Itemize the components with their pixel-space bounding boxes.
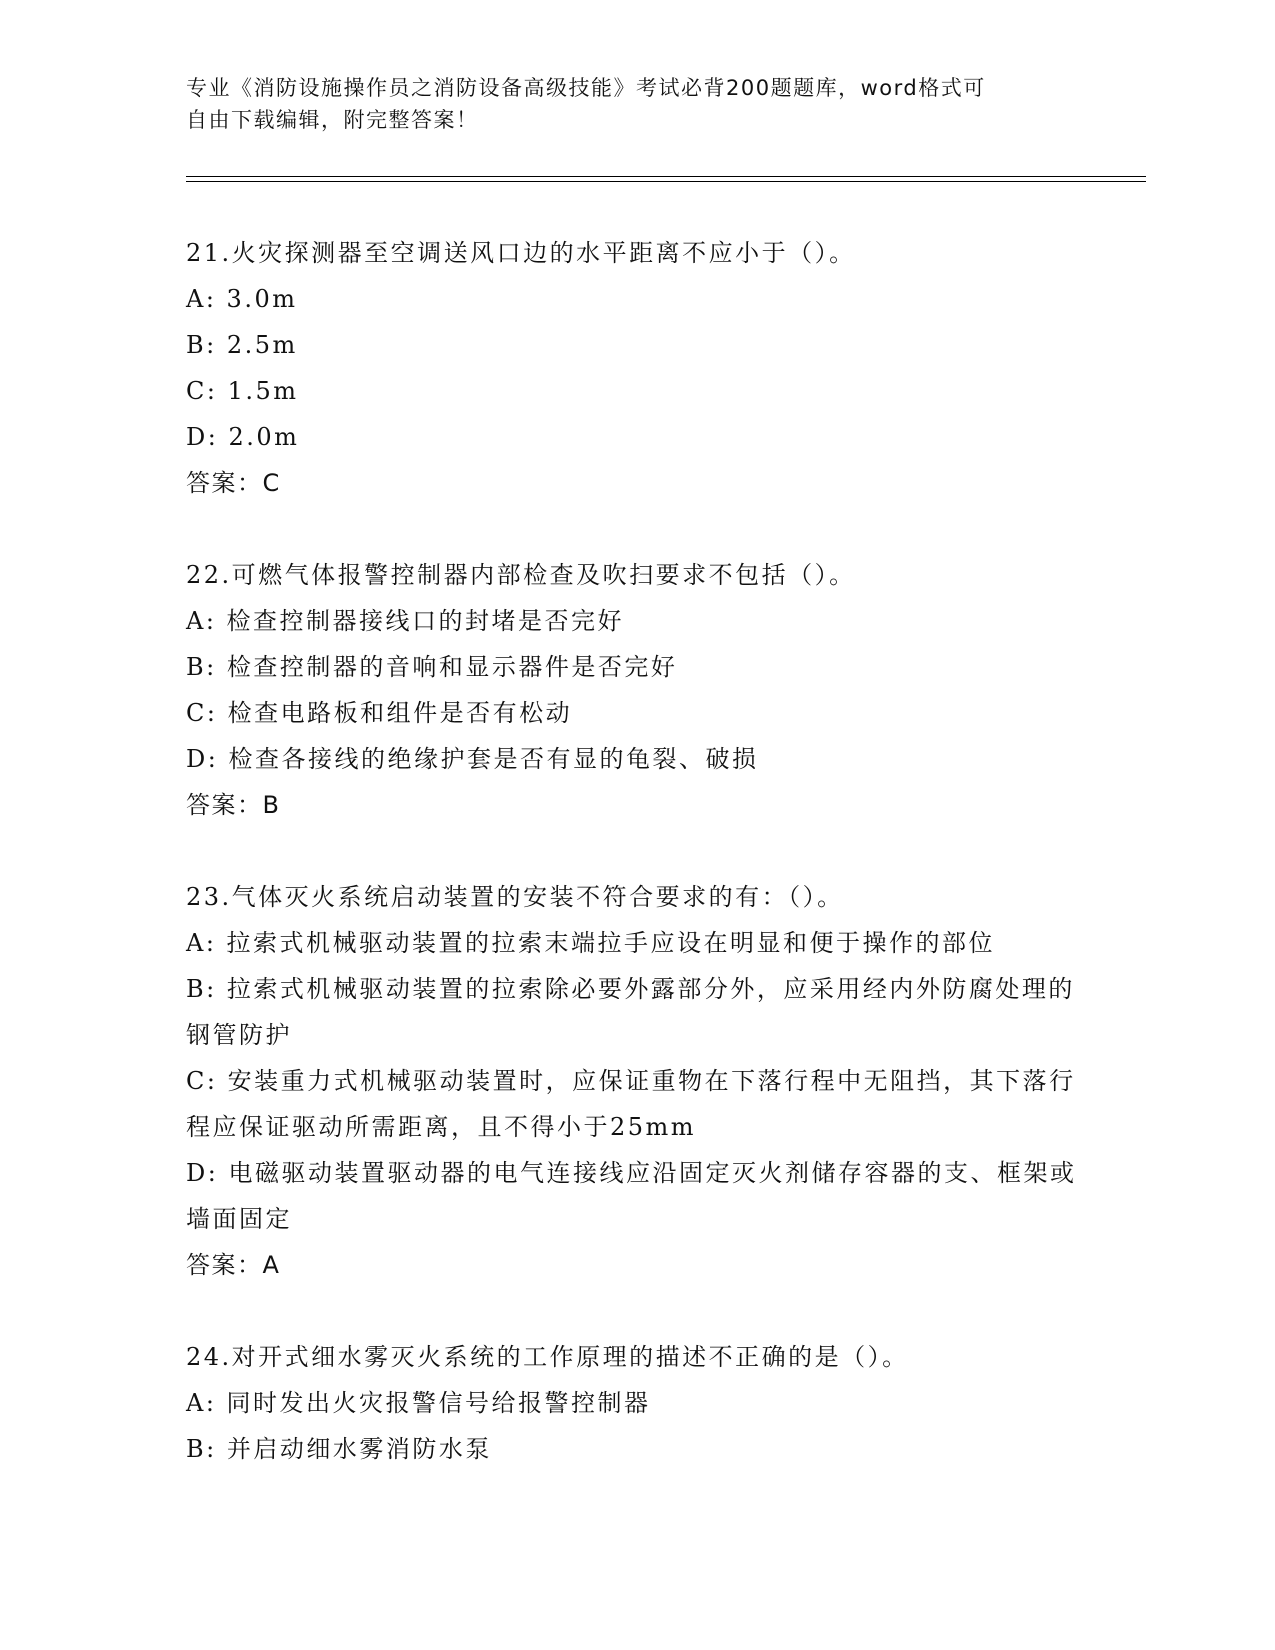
question-stem: 23.气体灭火系统启动装置的安装不符合要求的有：（）。 bbox=[186, 883, 844, 911]
option-a: A: 同时发出火灾报警信号给报警控制器 bbox=[186, 1389, 651, 1417]
header-divider-bottom bbox=[186, 181, 1146, 182]
option-a: A: 3.0m bbox=[186, 285, 298, 313]
option-d: D: 电磁驱动装置驱动器的电气连接线应沿固定灭火剂储存容器的支、框架或墙面固定 bbox=[186, 1159, 1077, 1233]
option-a: A: 检查控制器接线口的封堵是否完好 bbox=[186, 607, 625, 635]
document-header bbox=[186, 72, 1086, 136]
option-c: C: 1.5m bbox=[186, 377, 299, 405]
answer-label: 答案：C bbox=[186, 469, 281, 497]
option-c: C: 安装重力式机械驱动装置时，应保证重物在下落行程中无阻挡，其下落行程应保证驱动所需距离，且不得小于25mm bbox=[186, 1067, 1076, 1141]
option-d: D: 检查各接线的绝缘护套是否有显的龟裂、破损 bbox=[186, 745, 759, 773]
question-22 bbox=[186, 552, 1086, 828]
header-divider-top bbox=[186, 176, 1146, 177]
question-stem: 21.火灾探测器至空调送风口边的水平距离不应小于（）。 bbox=[186, 239, 856, 267]
option-d: D: 2.0m bbox=[186, 423, 300, 451]
question-list bbox=[186, 230, 1086, 1518]
answer-label: 答案：A bbox=[186, 1251, 281, 1279]
question-stem: 22.可燃气体报警控制器内部检查及吹扫要求不包括（）。 bbox=[186, 561, 856, 589]
header-line-2: 自由下载编辑，附完整答案！ bbox=[186, 108, 479, 132]
option-b: B: 2.5m bbox=[186, 331, 298, 359]
question-stem: 24.对开式细水雾灭火系统的工作原理的描述不正确的是（）。 bbox=[186, 1343, 909, 1371]
option-b: B: 拉索式机械驱动装置的拉索除必要外露部分外，应采用经内外防腐处理的钢管防护 bbox=[186, 975, 1075, 1049]
option-b: B: 检查控制器的音响和显示器件是否完好 bbox=[186, 653, 678, 681]
header-line-1: 专业《消防设施操作员之消防设备高级技能》考试必背200题题库，word格式可 bbox=[186, 76, 986, 100]
question-24 bbox=[186, 1334, 1086, 1472]
option-b: B: 并启动细水雾消防水泵 bbox=[186, 1435, 492, 1463]
question-21 bbox=[186, 230, 1086, 506]
option-c: C: 检查电路板和组件是否有松动 bbox=[186, 699, 573, 727]
answer-label: 答案：B bbox=[186, 791, 281, 819]
option-a: A: 拉索式机械驱动装置的拉索末端拉手应设在明显和便于操作的部位 bbox=[186, 929, 996, 957]
question-23 bbox=[186, 874, 1086, 1288]
